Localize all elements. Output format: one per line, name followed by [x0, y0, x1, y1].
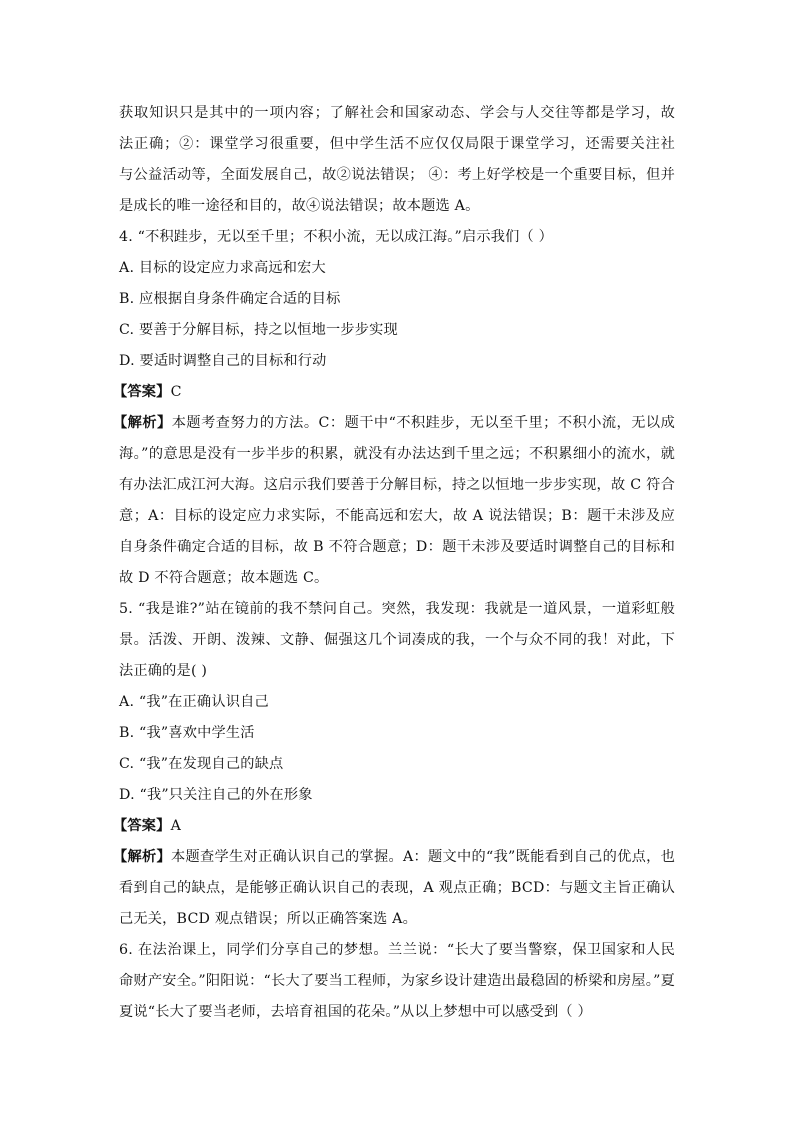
intro-line: 获取知识只是其中的一项内容；了解社会和国家动态、学会与人交往等都是学习，故 — [119, 105, 675, 121]
question-5-stem-line: 景。活泼、开朗、泼辣、文静、倔强这几个词凑成的我，一个与众不同的我！对此，下 — [119, 632, 675, 648]
answer-value: A — [170, 818, 182, 834]
analysis-line: 海。”的意思是没有一步半步的积累，就没有办法达到千里之远；不积累细小的流水，就 — [119, 446, 675, 462]
question-5-analysis — [113, 842, 675, 935]
analysis-line — [113, 408, 675, 439]
question-6-stem-line: 命财产安全。”阳阳说：“长大了要当工程师，为家乡设计建造出最稳固的桥梁和房屋。”夏 — [119, 973, 675, 989]
question-6-stem-line: 6. 在法治课上，同学们分享自己的梦想。兰兰说：“长大了要当警察，保卫国家和人民 — [119, 942, 675, 958]
question-4-option-a: A. 目标的设定应力求高远和宏大 — [119, 260, 326, 276]
analysis-line: 意；A：目标的设定应力求实际，不能高远和宏大，故 A 说法错误；B：题干未涉及应 — [119, 508, 675, 524]
question-5-option-d: D. “我”只关注自己的外在形象 — [119, 787, 313, 803]
intro-line: 法正确；②：课堂学习很重要，但中学生活不应仅仅局限于课堂学习，还需要关注社 — [119, 136, 675, 152]
analysis-tag: 【解析】 — [113, 849, 171, 865]
question-6-stem-line: 夏说“长大了要当老师，去培育祖国的花朵。”从以上梦想中可以感受到（ ） — [119, 1004, 592, 1020]
intro-paragraph — [119, 98, 675, 222]
intro-line: 是成长的唯一途径和目的，故④说法错误；故本题选 A。 — [119, 198, 480, 214]
answer-value: C — [170, 384, 182, 400]
question-5 — [113, 594, 675, 935]
analysis-line: 己无关，BCD 观点错误；所以正确答案选 A。 — [119, 911, 417, 927]
question-4-stem: 4. “不积跬步，无以至千里；不积小流，无以成江海。”启示我们（ ） — [119, 229, 554, 245]
analysis-line: 看到自己的缺点，是能够正确认识自己的表现，A 观点正确；BCD：与题文主旨正确认 — [119, 880, 675, 896]
answer-tag: 【答案】 — [113, 818, 171, 834]
question-4-analysis — [113, 408, 675, 594]
analysis-line — [113, 842, 675, 873]
question-4-option-d: D. 要适时调整自己的目标和行动 — [119, 353, 327, 369]
question-5-option-b: B. “我”喜欢中学生活 — [119, 725, 255, 741]
question-5-option-c: C. “我”在发现自己的缺点 — [119, 756, 284, 772]
answer-tag: 【答案】 — [113, 384, 171, 400]
analysis-text: 本题查学生对正确认识自己的掌握。A：题文中的“我”既能看到自己的优点，也 — [171, 849, 675, 865]
question-5-option-a: A. “我”在正确认识自己 — [119, 694, 269, 710]
question-4 — [113, 222, 675, 594]
question-6 — [119, 935, 675, 1028]
document-body — [113, 98, 675, 1028]
question-4-option-c: C. 要善于分解目标，持之以恒地一步步实现 — [119, 322, 398, 338]
question-5-stem-line: 5. “我是谁?”站在镜前的我不禁问自己。突然，我发现：我就是一道风景，一道彩虹般 — [119, 601, 675, 617]
analysis-line: 自身条件确定合适的目标，故 B 不符合题意；D：题干未涉及要适时调整自己的目标和 — [119, 539, 675, 555]
analysis-line: 故 D 不符合题意；故本题选 C。 — [119, 570, 329, 586]
question-4-answer — [113, 377, 675, 408]
analysis-tag: 【解析】 — [113, 415, 172, 431]
question-5-answer — [113, 811, 675, 842]
intro-line: 与公益活动等，全面发展自己，故②说法错误； ④：考上好学校是一个重要目标，但并 — [119, 167, 675, 183]
analysis-line: 有办法汇成江河大海。这启示我们要善于分解目标，持之以恒地一步步实现，故 C 符合 — [119, 477, 675, 493]
analysis-text: 本题考查努力的方法。C：题干中“不积跬步，无以至千里；不积小流，无以成 — [171, 415, 675, 431]
question-5-stem-line: 法正确的是( ) — [119, 663, 208, 679]
question-4-option-b: B. 应根据自身条件确定合适的目标 — [119, 291, 341, 307]
